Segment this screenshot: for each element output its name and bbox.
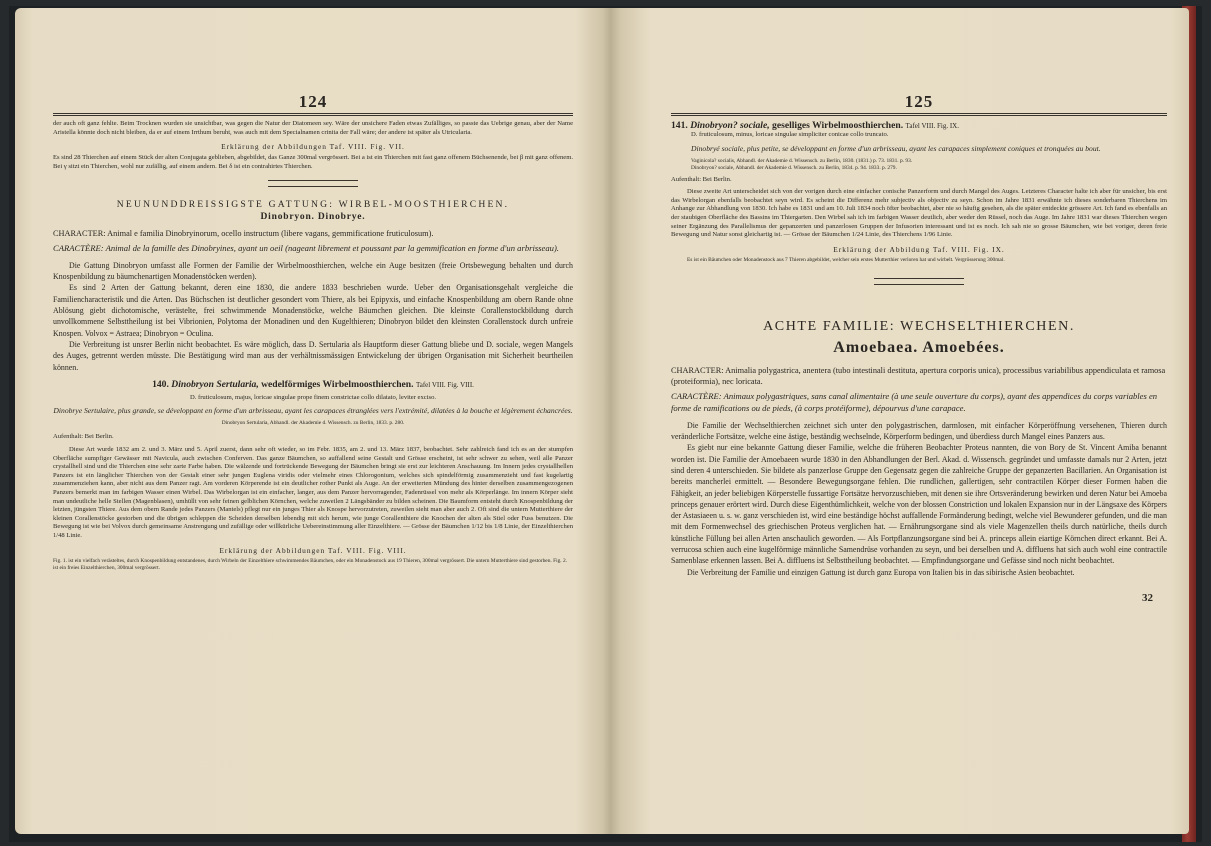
explanation-title-viii: Erklärung der Abbildungen Taf. VIII. Fig. VIII. [219, 545, 407, 555]
section-divider [874, 278, 964, 285]
species-french: Dinobryé sociale, plus petite, se développant en forme d'un arbrisseau, ayant les carapaces simplement coniques et tronquées au bout. [691, 143, 1101, 153]
species-reference: Dinobryon Sertularia, Abhandl. der Akademie d. Wissensch. zu Berlin, 1833. p. 280. [221, 420, 405, 427]
species-number: 140. [152, 378, 169, 390]
left-page [15, 8, 611, 834]
species-plate-ref: Tafel VIII. Fig. IX. [905, 122, 959, 130]
section-divider [268, 180, 358, 187]
species-description: Diese Art wurde 1832 am 2. und 3. März und 5. April zuerst, dann sehr oft wieder, so im Febr. 1835, am 2. und 13. März 1837, beobachtet. Sehr zahlreich fand ich es an der stumpfen Oberfläche sumpfiger Gewässer mit Navicula, auch zwischen Conferven. Das ganze Bäumchen, so auffallend seine Gestalt und Grösse erscheint, ist sehr schwer zu sehen, weil alle Panzer crystallhell sind und die Thierchen eine sehr zarte Farbe haben. Die wälzende und fortrückende Bewegung der Bäumchen bringt sie erst zur leichteren Anschauung. Im Innern jedes crystallhellen Panzers ist ein länglicher Thierchen von der Gestalt einer sehr jungen Euglena viridis oder vielmehr eines Chlorogonium, welches sich spindelförmig zusammenzieht und fast kugelartig zusammenziehen kann, aber nicht aus dem Panzer ragt. Am vorderen Körperende ist ein deutlicher rother Punkt als Auge. An der erweiterten Mündung des hinter derselben zusammengezogenen Panzers bemerkt man im farbigen Wasser einen Wirbel. Das Wirbelorgan ist ein einfacher, langer, aus dem Panzer hervorragender, Fadenrüssel von mehr als Körperlänge. Im innern Körper sieht man undeutliche helle Stellen (Magenblasen), umhüllt von sehr feinen gelblichen Körnchen, welche zuweilen 2 Längsbänder zu bilden scheinen. Die Baumform entsteht durch Knospenbildung der letzten, jüngsten Thiere. Aus dem obern Rande jedes Panzers (Mantels) pflegt nur ein junges Thier als Knospe hervorzutreten, zuweilen sieht man aber auch 2. Oft sind die untern Mutterthiere der kleinen Corallenstöcke gestorben und die übrigen schleppen die Scheiden derselben lebendig mit sich herum, wie junge Corallenthiere die Knochen der alten als Stiel oder Fuss benutzen. Die Bewegung ist wie bei Volvox durch gemeinsame Anstrengung und zufällige oder willkürliche Uebereinstimmung aller Einzelthiere. — Grösse der Bäumchen 1/12 bis 1/8 Linie, der Einzelthierchen 1/48 Linie. [53, 446, 573, 539]
explanation-vii: Es sind 28 Thierchen auf einem Stück der alten Conjugata geblieben, abgebildet, das Ganze 300mal vergrössert. Bei a ist ein Thierchen mit fast ganz offenem Büchsenende, bei β mit ganz offenem. Bei γ sitzt ein Thierchen, wohl nur zufällig, auf einem andern. Bei δ ist ein contrahirtes Thierchen. [53, 154, 573, 170]
species-140-heading [53, 379, 573, 390]
genus-subheading: Dinobryon. Dinobrye. [260, 212, 366, 223]
left-page-content [53, 92, 573, 572]
family-paragraph-1: Die Familie der Wechselthierchen zeichnet sich unter den polygastrischen, darmlosen, mit einfacher Körperöffnung versehenen, Thieren durch veränderliche Fortsätze, welche eine ästige, beständig wechselnde, Körperform bedingen, und überdiess durch Mangel eines Panzers aus. [671, 420, 1167, 442]
right-page-content [671, 92, 1167, 604]
right-page-number: 125 [671, 92, 1167, 114]
species-name: Dinobryon? sociale, [690, 120, 770, 131]
species-diagnosis: D. fruticulosum, minus, loricae singulae simpliciter conicae collo truncato. [691, 131, 889, 138]
character-latin: CHARACTER: Animal e familia Dinobryinorum, ocello instructum (libere vagans, gemmificatione fruticulosum). [53, 229, 434, 239]
species-141-heading [671, 120, 1167, 131]
explanation-ix: Es ist ein Bäumchen oder Monadenstock aus 7 Thieren abgebildet, welcher sein erstes Mutterthier verloren hat und wirbelt. Vergrösserung 300mal. [687, 256, 1005, 263]
family-paragraph-3: Die Verbreitung der Familie und einzigen Gattung ist durch ganz Europa von Italien bis in das sibirische Asien beobachtet. [687, 567, 1075, 577]
species-number: 141. [671, 120, 688, 131]
genus-paragraph-3: Die Verbreitung ist unsrer Berlin nicht beobachtet. Es wäre möglich, dass D. Sertularia als Hauptform dieser Gattung bliebe und D. sociale, wegen Mangels des Auges, getrennt werden müsste. Die Bestätigung wird man aus der verhältnissmässigen Entwickelung der übrigen Organisation mit Sicherheit beurtheilen können. [53, 339, 573, 372]
explanation-viii: Fig. 1. ist ein vielfach verästeltes, durch Knospenbildung entstandenes, durch Wirbeln der Einzelthiere schwimmendes Bäumchen, oder ein Monadenstock aus 19 Thieren, 300mal vergrössert. Die untern Mutterthiere sind gestorben. Fig. 2. ist ein freies Einzelthierchen, 300mal vergrössert. [53, 557, 568, 571]
species-german-name: geselliges Wirbelmoosthierchen. [772, 120, 904, 131]
species-french: Dinobrye Sertulaire, plus grande, se développant en forme d'un arbrisseau, ayant les carapaces étranglées vers l'extrémité, dilatées à la bouche et légèrement échancrées. [53, 406, 573, 416]
top-paragraph: der auch oft ganz fehlte. Beim Trocknen wurden sie unsichtbar, was gegen die Natur der Diatomeen sey. Wäre der unsichere Faden etwas Zufälliges, so passte das Uebrige genau, aber der Name Aristella könnte doch nicht bleiben, da er auf einem Irrthum beruht, was auch mit dem Specialnamen crinita der Fall wäre; der andere ist später als Utricularia. [53, 120, 573, 136]
book-spread [9, 6, 1202, 842]
family-subheading: Amoebaea. Amoebées. [833, 338, 1005, 356]
genus-heading: NEUNUNDDREISSIGSTE GATTUNG: WIRBEL-MOOSTHIERCHEN. [116, 199, 510, 211]
habitat: Aufenthalt: Bei Berlin. [671, 175, 732, 183]
family-heading: ACHTE FAMILIE: WECHSELTHIERCHEN. [763, 318, 1075, 334]
species-description: Diese zweite Art unterscheidet sich von der vorigen durch eine einfacher conische Panzerform und durch Mangel des Auges. Letzteres Character halte ich aber für unsicher, bis erst das Wirbelorgan ebenfalls beobachtet seyn wird. Es scheint die Differenz mehr subjectiv als objectiv zu seyn. Schon im Jahre 1831 erwähnte ich dieses sonderbaren Thierchens im Anhange zur Abhandlung von 1830. Ich habe es 1831 und am 10. Juli 1834 noch öfter beobachtet, aber nie so häufig gesehen, als die später entdeckte grössere Art. Ich fand es ebenfalls an der staubigen Oberfläche des Bassins im Thiergarten. Den Wirbel sah ich im farbigen Wasser deutlich, aber weder den Rüssel, noch das Auge. Im Jahre 1831 war dieses Thierchen wegen seiner Ergänzung des Parallelismus der gepanzerten und panzerlosen Gruppen der Infusorien interessant und ist es noch. Ich sah nie so grosse Bäumchen, wie bei voriger, deren freie Bewegung und Natur sonst gleichartig ist. — Grösse der Bäumchen 1/24 Linie, des Thierchens 1/96 Linie. [671, 188, 1167, 239]
character-latin: CHARACTER: Animalia polygastrica, anentera (tubo intestinali destituta, apertura corporis unica), processibus variabilibus appendiculata et ramosa (proteiformia), nec loricata. [671, 365, 1166, 387]
species-german-name: wedelförmiges Wirbelmoosthierchen. [261, 378, 414, 390]
character-french: CARACTÈRE: Animal de la famille des Dinobryines, ayant un oeil (nageant librement et poussant par la gemmification en forme d'un arbrisseau). [53, 242, 559, 253]
species-reference-1: Vaginicola? socialis, Abhandl. der Akademie d. Wissensch. zu Berlin, 1830. (1831.) p. 73. 1831. p. 93. [691, 157, 913, 164]
genus-paragraph-2: Es sind 2 Arten der Gattung bekannt, deren eine 1830, die andere 1833 beschrieben wurde. Ueber den Organisationsgehalt vergleiche die Familiencharacteristik und die Arten. Das Büchschen ist deutlicher gesondert vom Thiere, als bei Epipyxis, und einfache Knospenbildung am obern Rande ohne Ablösung giebt dichotomische, verästelte, frei schwimmende Monadenstöcke, welche Bäumchen gleichen. Die kleinste Corallenstockbildung durch unvollkommene Selbsttheilung ist bei Vibrionien, Polytoma der Monadinen und den Kugelthieren; Dinobryon bildet den kleinsten Corallenstock durch unfreie Knospen. Volvox = Astraea; Dinobryon = Oculina. [53, 283, 573, 338]
explanation-title-vii: Erklärung der Abbildungen Taf. VIII. Fig. VII. [221, 142, 405, 152]
signature-mark: 32 [1142, 591, 1153, 604]
left-page-number: 124 [53, 92, 573, 114]
species-reference-2: Dinobryon? sociale, Abhandl. der Akademie d. Wissensch. zu Berlin, 1834. p. 94. 1833. p. 279. [691, 164, 897, 171]
genus-paragraph-1: Die Gattung Dinobryon umfasst alle Formen der Familie der Wirbelmoosthierchen, welche ein Auge besitzen (freie Ortsbewegung behalten und durch Knospenbildung zu bäumchenartigen Monadenstöcken werden). [53, 260, 573, 282]
species-diagnosis: D. fruticulosum, majus, loricae singulae prope finem constrictae collo dilatato, leviter exciso. [189, 393, 437, 401]
habitat: Aufenthalt: Bei Berlin. [53, 433, 114, 441]
right-page [611, 8, 1189, 834]
family-paragraph-2: Es giebt nur eine bekannte Gattung dieser Familie, welche die früheren Beobachter Proteus nannten, die von Bory de St. Vincent Amiba benannt worden ist. Die Familie der Amoebaeen wurde 1830 in den Abhandlungen der Berl. Akad. d. Wissensch. gegründet und umfasste damals nur 2 Arten, jetzt sind deren 4 unterschieden. Sie bildete als panzerlose Gruppe den Gegensatz gegen die zahlreiche Gruppe der gepanzerten Bacillarien. An Organisation ist bereits mancherlei ermittelt. — Besondere Bewegungsorgane fehlen. Die rundlichen, gallertigen, sehr contractilen Körper dieser Formen haben die Fähigkeit, an jeder beliebigen Körperstelle fussartige Fortsätze hervorzuschieben, mit denen sie ihre Ortsveränderung bewirken und deren Natur bei Amoeba princeps genauer erörtert wird. Durch diese Eigenthümlichkeit, welche von der blossen Constriction und lokalen Expansion nur in der Längsaxe des Körpers der Astasiaeen u. s. w. ganz verschieden ist, wird eine beständige höchst auffallende Formänderung bedingt, welche viel Bewunderer gefunden, und die man mit dem Formenwechsel des griechischen Proteus verglichen hat. — Ernährungsorgane sind als viele Magenzellen theils durch natürliche, theils durch künstliche Füllung bei allen Arten anschaulich geworden. — Als Fortpflanzungsorgane sind bei A. princeps allein eiartige Körnchen direct erkannt. Bei A. verrucosa schien auch eine kugelförmige männliche Samendrüse vorhanden zu seyn, und bei derselben und A. diffluens hat sich auch wohl eine contractile Samenblase erkennen lassen. Bei A. diffluens ist Selbsttheilung beobachtet. — Empfindungsorgane und Gefässe sind noch nicht beobachtet. [671, 443, 1167, 566]
species-name: Dinobryon Sertularia, [171, 378, 259, 390]
explanation-title-ix: Erklärung der Abbildung Taf. VIII. Fig. IX. [833, 244, 1005, 254]
character-french: CARACTÈRE: Animaux polygastriques, sans canal alimentaire (à une seule ouverture du corps), ayant des appendices du corps variables en forme de ramifications ou de pieds, (à corps protéiforme), dépourvus d'une carapace. [671, 390, 1158, 413]
species-plate-ref: Tafel VIII. Fig. VIII. [415, 380, 474, 389]
